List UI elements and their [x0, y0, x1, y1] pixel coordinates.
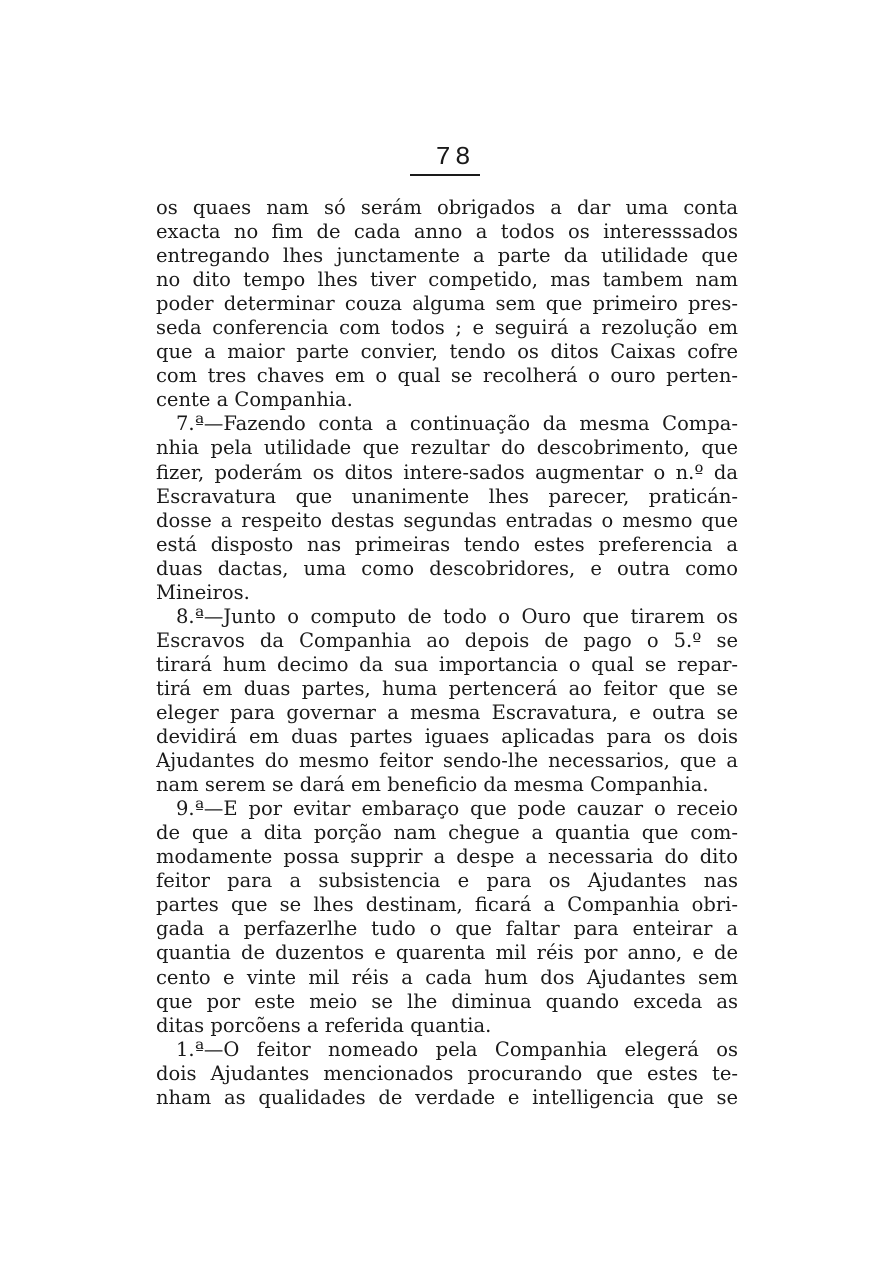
text-line: feitor para a subsistencia e para os Ajudantes nas — [156, 869, 738, 893]
text-line: que a maior parte convier, tendo os ditos Caixas cofre — [156, 340, 738, 364]
text-line: que por este meio se lhe diminua quando exceda as — [156, 989, 738, 1013]
text-line: duas dactas, uma como descobridores, e outra como — [156, 556, 738, 580]
text-line: cento e vinte mil réis a cada hum dos Ajudantes sem — [156, 965, 738, 989]
text-line: nham as qualidades de verdade e intelligencia que se — [156, 1085, 738, 1109]
text-line: quantia de duzentos e quarenta mil réis por anno, e de — [156, 941, 738, 965]
text-line: nhia pela utilidade que rezultar do descobrimento, que — [156, 436, 738, 460]
text-line: 9.ª—E por evitar embaraço que pode cauzar o receio — [176, 797, 738, 821]
text-line: de que a dita porção nam chegue a quantia que com- — [156, 821, 738, 845]
text-line: devidirá em duas partes iguaes aplicadas para os dois — [156, 725, 738, 749]
text-line: com tres chaves em o qual se recolherá o ouro perten- — [156, 364, 738, 388]
text-line: está disposto nas primeiras tendo estes preferencia a — [156, 532, 738, 556]
text-line: Ajudantes do mesmo feitor sendo-lhe necessarios, que a — [156, 749, 738, 773]
text-line: cente a Companhia. — [156, 388, 353, 412]
text-line: os quaes nam só serám obrigados a dar uma conta — [156, 196, 738, 219]
page-number-underline — [410, 174, 480, 176]
text-line: Escravatura que unanimente lhes parecer, praticán- — [156, 484, 738, 508]
text-line: Mineiros. — [156, 580, 250, 604]
text-line: ditas porcõens a referida quantia. — [156, 1013, 492, 1037]
text-line: dois Ajudantes mencionados procurando que estes te- — [156, 1061, 738, 1085]
text-line: 1.ª—O feitor nomeado pela Companhia elegerá os — [176, 1037, 738, 1061]
text-line: dosse a respeito destas segundas entradas o mesmo que — [156, 508, 738, 532]
text-line: 8.ª—Junto o computo de todo o Ouro que tirarem os — [176, 604, 738, 628]
text-line: eleger para governar a mesma Escravatura, e outra se — [156, 700, 738, 724]
text-line: no dito tempo lhes tiver competido, mas tambem nam — [156, 268, 738, 292]
text-line: modamente possa supprir a despe a necessaria do dito — [156, 845, 738, 869]
text-line: partes que se lhes destinam, ficará a Companhia obri- — [156, 893, 738, 917]
text-line: 7.ª—Fazendo conta a continuação da mesma Compa- — [176, 412, 738, 436]
text-line: tirá em duas partes, huma pertencerá ao feitor que se — [156, 676, 738, 700]
text-line: seda conferencia com todos ; e seguirá a rezolução em — [156, 316, 738, 340]
text-line: poder determinar couza alguma sem que primeiro pres- — [156, 292, 738, 316]
text-line: entregando lhes junctamente a parte da utilidade que — [156, 244, 738, 268]
text-line: fizer, poderám os ditos intere-sados augmentar o n.º da — [156, 460, 738, 484]
text-line: exacta no fim de cada anno a todos os interesssados — [156, 220, 738, 244]
text-line: tirará hum decimo da sua importancia o qual se repar- — [156, 652, 738, 676]
text-line: gada a perfazerlhe tudo o que faltar para enteirar a — [156, 917, 738, 941]
text-line: nam serem se dará em beneficio da mesma Companhia. — [156, 773, 709, 797]
text-line: Escravos da Companhia ao depois de pago o 5.º se — [156, 628, 738, 652]
body-text — [156, 196, 738, 1110]
page-number: 78 — [435, 142, 475, 172]
